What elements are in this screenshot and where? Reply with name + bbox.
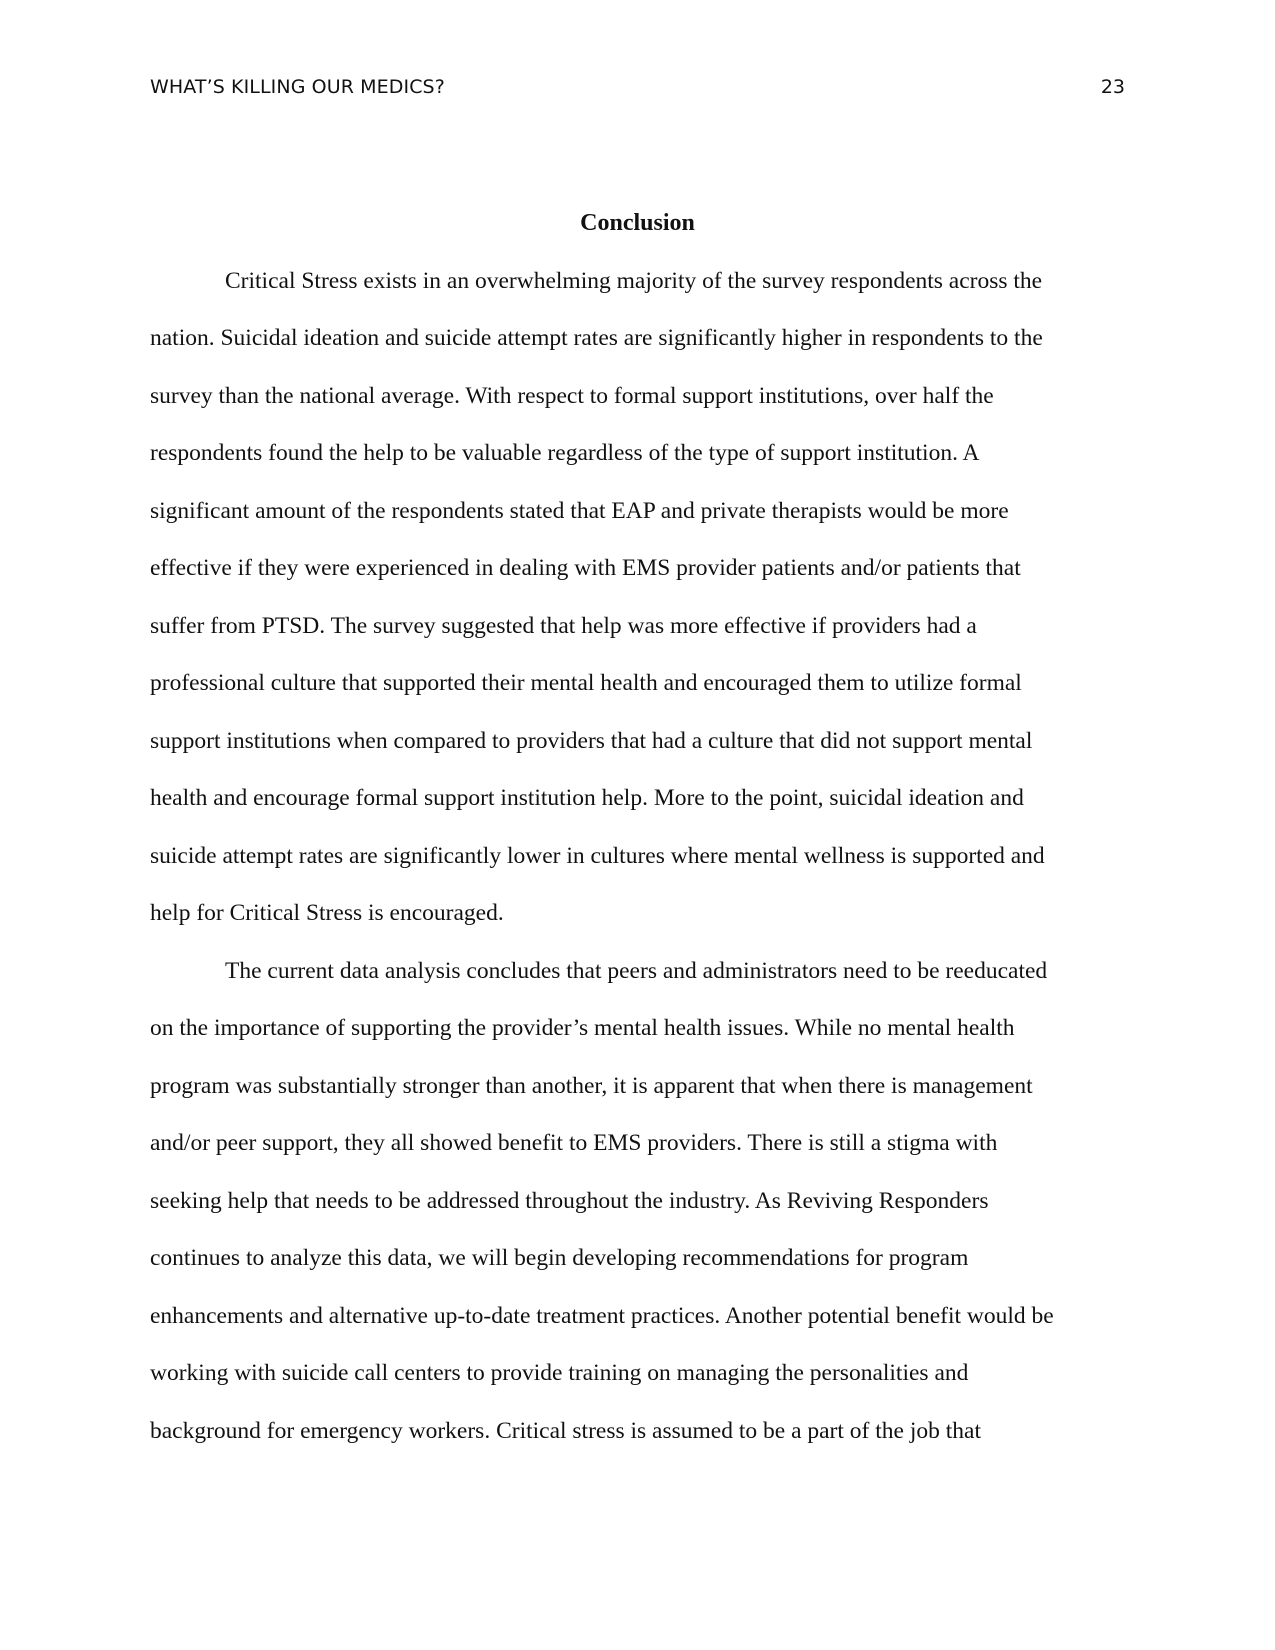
paragraph-line: background for emergency workers. Critical stress is assumed to be a part of the job that — [150, 1417, 981, 1444]
paragraph-line: effective if they were experienced in dealing with EMS provider patients and/or patients that — [150, 555, 1021, 581]
paragraph-line: seeking help that needs to be addressed throughout the industry. As Reviving Responders — [150, 1187, 989, 1214]
paragraph-line: on the importance of supporting the provider’s mental health issues. While no mental health — [150, 1015, 1015, 1041]
paragraph-line: suicide attempt rates are significantly lower in cultures where mental wellness is supported and — [150, 842, 1045, 869]
paragraph-line: program was substantially stronger than another, it is apparent that when there is management — [150, 1072, 1033, 1099]
document-body — [150, 195, 1125, 1460]
paragraph-line: Critical Stress exists in an overwhelming majority of the survey respondents across the — [225, 267, 1043, 294]
paragraph-line: support institutions when compared to providers that had a culture that did not support mental — [150, 727, 1033, 754]
paragraph-line: and/or peer support, they all showed benefit to EMS providers. There is still a stigma with — [150, 1130, 998, 1156]
paragraph-line: survey than the national average. With respect to formal support institutions, over half the — [150, 382, 994, 409]
paragraph-line: professional culture that supported their mental health and encouraged them to utilize formal — [150, 670, 1022, 696]
paragraph-line: working with suicide call centers to provide training on managing the personalities and — [150, 1360, 969, 1386]
paragraph — [150, 943, 1125, 1461]
paragraph-line: nation. Suicidal ideation and suicide attempt rates are significantly higher in respondents to the — [150, 325, 1043, 351]
paragraph-line: health and encourage formal support institution help. More to the point, suicidal ideation and — [150, 785, 1024, 811]
paragraph-line: help for Critical Stress is encouraged. — [150, 900, 504, 926]
running-head: WHAT’S KILLING OUR MEDICS? — [150, 76, 445, 98]
page-number: 23 — [1100, 76, 1125, 98]
paragraph-line: significant amount of the respondents stated that EAP and private therapists would be more — [150, 497, 1009, 524]
paragraph-line: The current data analysis concludes that peers and administrators need to be reeducated — [225, 957, 1048, 984]
paragraph — [150, 253, 1125, 943]
paragraph-line: suffer from PTSD. The survey suggested that help was more effective if providers had a — [150, 612, 977, 639]
section-heading: Conclusion — [580, 210, 695, 236]
paragraph-line: continues to analyze this data, we will begin developing recommendations for program — [150, 1245, 969, 1271]
paragraph-line: enhancements and alternative up-to-date treatment practices. Another potential benefit would be — [150, 1302, 1054, 1329]
paragraph-line: respondents found the help to be valuable regardless of the type of support institution. A — [150, 440, 980, 466]
